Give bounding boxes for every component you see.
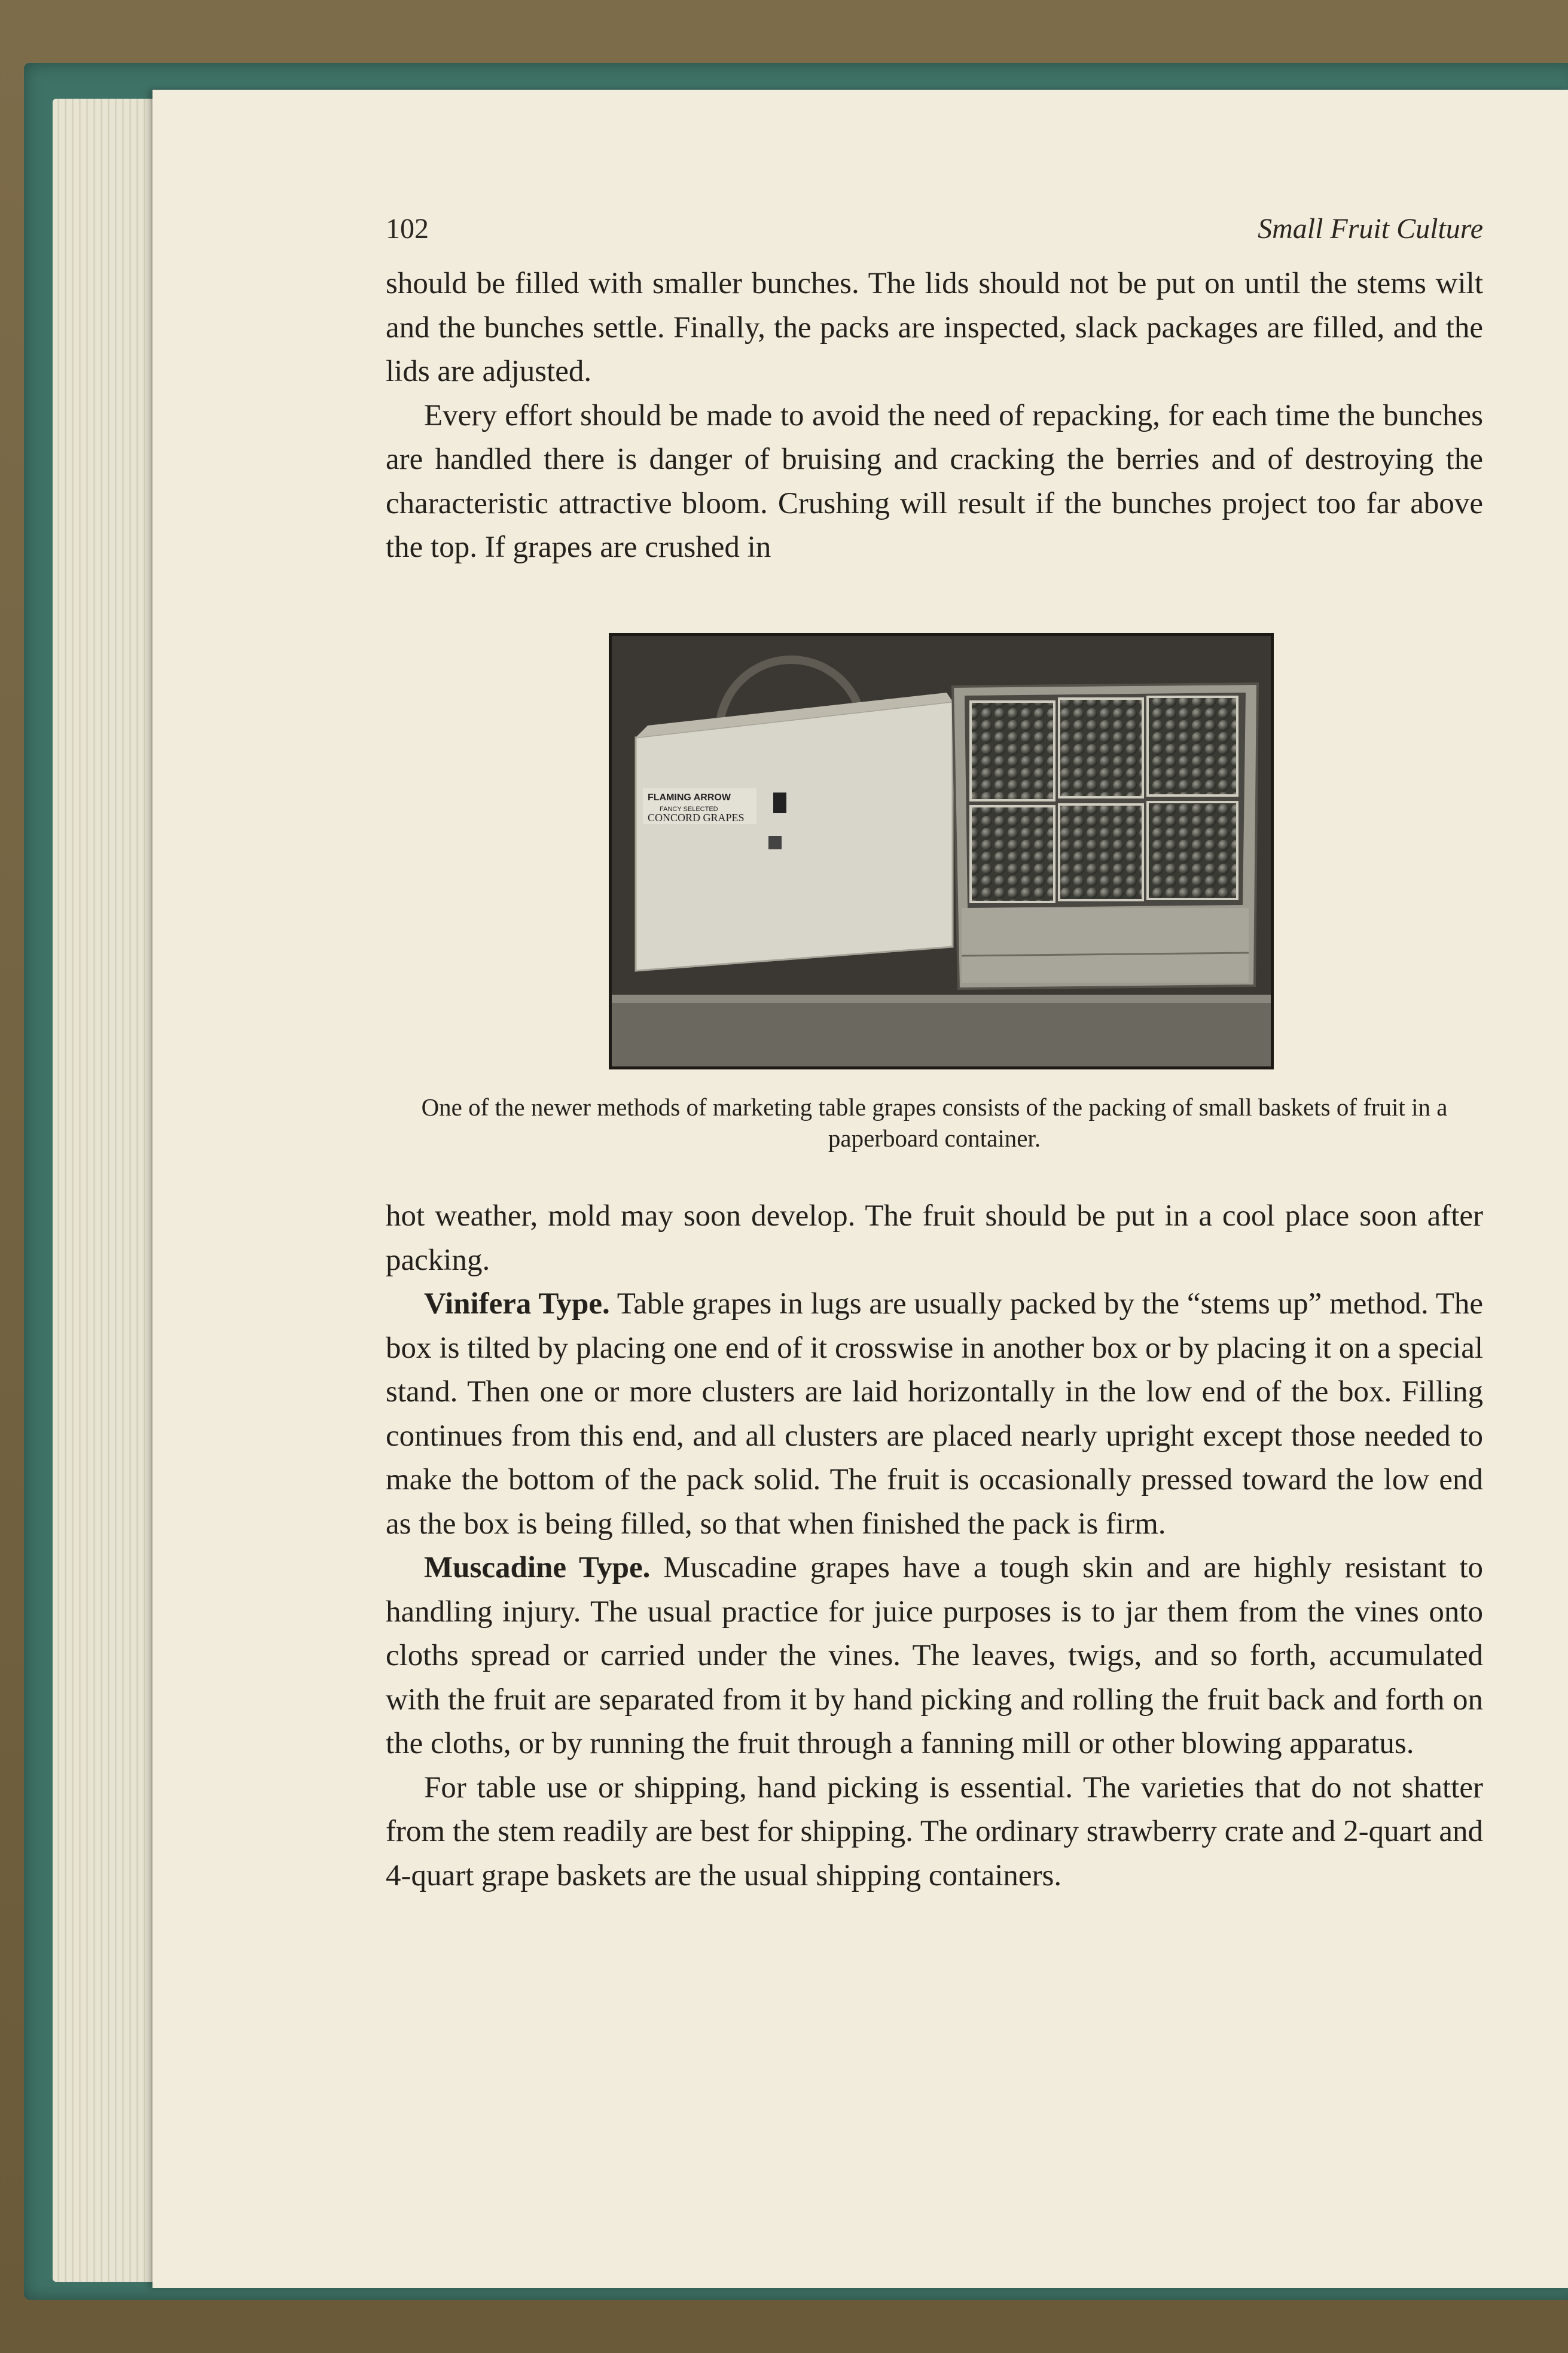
paragraph-repacking: Every effort should be made to avoid the need of repacking, for each time the bunches are handled there is danger of bruising and cracking the berries and of destroying the characteristic attractive bloom. Crushing will result if the bunches project too far above the top. If grapes are crushed in <box>386 398 1483 564</box>
vinifera-heading: Vinifera Type. <box>424 1287 610 1321</box>
paragraph-vinifera <box>386 1282 1483 1546</box>
table-surface <box>612 1001 1271 1066</box>
paragraph-shipping: For table use or shipping, hand picking is essential. The varieties that do not shatter from the stem readily are best for shipping. The ordinary strawberry crate and 2-quart and 4-quart grape baskets are the usual shipping containers. <box>386 1770 1483 1892</box>
page-header <box>386 212 1483 254</box>
box-lid <box>636 702 953 971</box>
muscadine-heading: Muscadine Type. <box>424 1551 651 1584</box>
label-line2: CONCORD GRAPES <box>648 812 745 824</box>
running-title: Small Fruit Culture <box>1258 213 1483 245</box>
paragraph-hot-weather: hot weather, mold may soon develop. The fruit should be put in a cool place soon after packing. <box>386 1199 1483 1277</box>
paragraph-muscadine <box>386 1546 1483 1766</box>
figure-caption: One of the newer methods of marketing table grapes consists of the packing of small baskets of fruit in a paperboard container. <box>421 1093 1448 1152</box>
photo-illustration <box>612 636 1271 1066</box>
body-text-bottom <box>386 1194 1483 1898</box>
muscadine-text: Muscadine grapes have a tough skin and are highly resistant to handling injury. The usual practice for juice purposes is to jar them from the vines onto cloths spread or carried under the vines. The leaves, twigs, and so forth, accumulated with the fruit are separated from it by hand picking and rolling the fruit back and forth on the cloths, or by running the fruit through a fanning mill or other blowing apparatus. <box>386 1551 1483 1760</box>
page-number: 102 <box>386 213 429 245</box>
body-text-top <box>386 262 1483 570</box>
grape-packing-photo <box>609 633 1274 1069</box>
box-front-wall <box>962 908 1249 983</box>
label-line1: FANCY SELECTED <box>660 806 718 813</box>
label-brand: FLAMING ARROW <box>648 793 731 803</box>
paragraph-continuation: should be filled with smaller bunches. The lids should not be put on until the stems wilt and the bunches settle. Finally, the packs are inspected, slack packages are filled, and the lids are adjusted. <box>386 267 1483 388</box>
vinifera-text: Table grapes in lugs are usually packed by the “stems up” method. The box is tilted by placing one end of it crosswise in another box or by placing it on a special stand. Then one or more clusters are laid horizontally in the low end of the box. Filling continues from this end, and all clusters are placed nearly upright except those needed to make the bottom of the pack solid. The fruit is occasionally pressed toward the low end as the box is being filled, so that when finished the pack is firm. <box>386 1287 1483 1541</box>
